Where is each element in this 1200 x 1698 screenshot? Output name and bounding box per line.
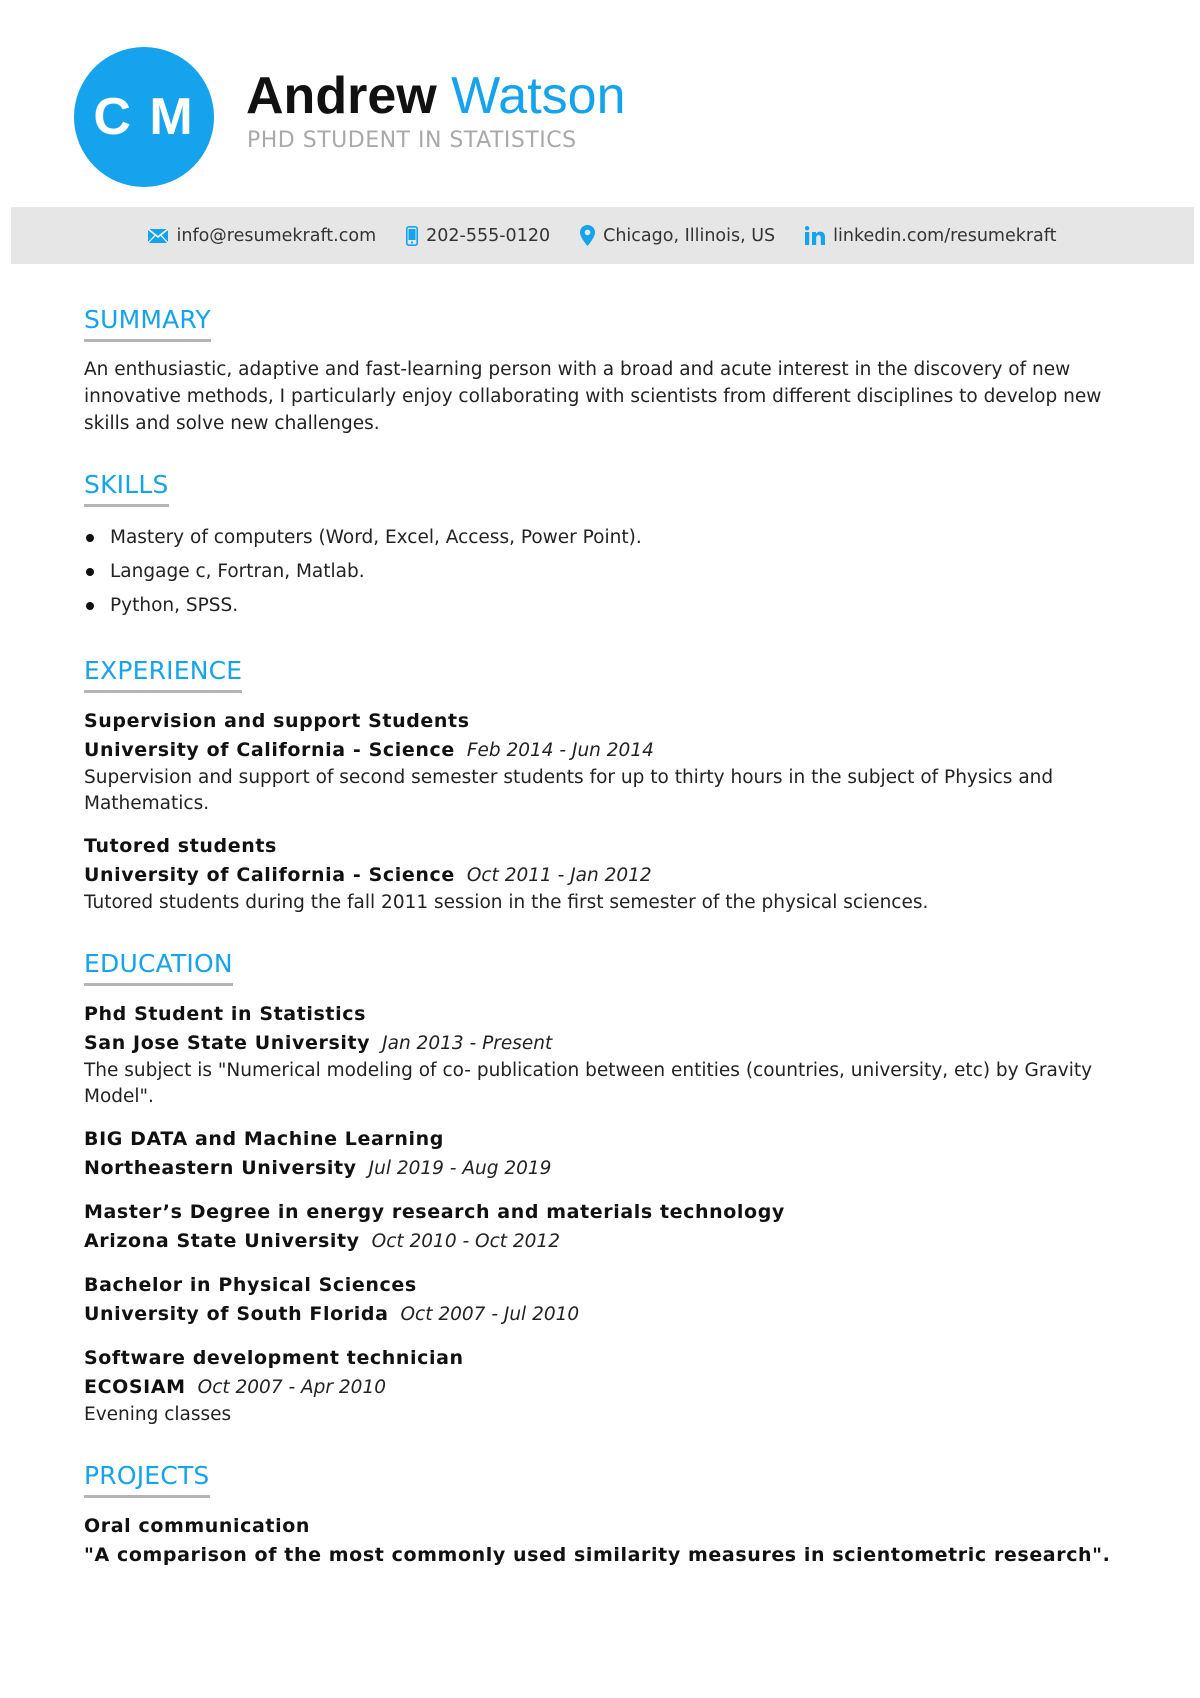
education-date: Oct 2007 - Apr 2010 xyxy=(197,1377,386,1398)
email-text: info@resumekraft.com xyxy=(176,225,377,246)
last-name: Watson xyxy=(451,67,626,125)
project-name: Oral communication xyxy=(84,1515,311,1537)
contact-email[interactable] xyxy=(148,226,376,246)
phone-text: 202-555-0120 xyxy=(426,225,551,246)
avatar xyxy=(74,47,214,187)
education-school: Northeastern University xyxy=(84,1157,357,1179)
education-degree: Software development technician xyxy=(84,1347,464,1369)
skill-text: Langage c, Fortran, Matlab. xyxy=(110,561,365,582)
education-date: Oct 2010 - Oct 2012 xyxy=(371,1231,560,1252)
resume-header xyxy=(0,0,1200,205)
location-text: Chicago, Illinois, US xyxy=(603,225,776,246)
education-degree: Bachelor in Physical Sciences xyxy=(84,1274,417,1296)
education-school: University of South Florida xyxy=(84,1303,389,1325)
education-desc: Evening classes xyxy=(84,1404,232,1425)
experience-org-line xyxy=(84,861,1124,890)
summary-text: An enthusiastic, adaptive and fast-learning person with a broad and acute interest in the discovery of new innovative methods, I particularly enjoy collaborating with scientists from different disciplines to develop new skills and solve new challenges. xyxy=(84,359,1102,434)
experience-org: University of California - Science xyxy=(84,864,455,886)
contact-bar xyxy=(11,207,1194,264)
experience-org-line xyxy=(84,736,1124,765)
experience-section xyxy=(84,656,1124,916)
education-degree: Phd Student in Statistics xyxy=(84,1003,366,1025)
skill-item xyxy=(84,521,1124,555)
project-entry xyxy=(84,1512,1124,1570)
education-school-line xyxy=(84,1029,1124,1058)
bullet-icon xyxy=(86,568,94,576)
linkedin-text: linkedin.com/resumekraft xyxy=(833,225,1057,246)
experience-date: Oct 2011 - Jan 2012 xyxy=(466,865,652,886)
experience-role: Tutored students xyxy=(84,835,277,857)
phone-icon xyxy=(406,226,418,246)
bullet-icon xyxy=(86,534,94,542)
full-name xyxy=(246,66,626,126)
contact-linkedin[interactable] xyxy=(805,226,1056,246)
experience-entry xyxy=(84,707,1124,817)
education-degree: Master’s Degree in energy research and materials technology xyxy=(84,1201,785,1223)
education-degree: BIG DATA and Machine Learning xyxy=(84,1128,444,1150)
summary-heading: SUMMARY xyxy=(84,305,211,342)
skills-heading: SKILLS xyxy=(84,470,169,507)
education-school-line xyxy=(84,1373,1124,1402)
project-quote: "A comparison of the most commonly used similarity measures in scientometric research". xyxy=(84,1544,1111,1566)
job-title: PHD STUDENT IN STATISTICS xyxy=(247,128,577,153)
map-pin-icon xyxy=(580,225,595,246)
experience-entry xyxy=(84,832,1124,916)
education-school: Arizona State University xyxy=(84,1230,360,1252)
education-section xyxy=(84,949,1124,1428)
avatar-initials: C M xyxy=(93,88,195,146)
contact-location xyxy=(580,225,775,246)
education-school-line xyxy=(84,1154,1124,1183)
education-desc: The subject is "Numerical modeling of co- publication between entities (countries, university, etc) by Gravity Model". xyxy=(84,1060,1093,1107)
education-date: Jan 2013 - Present xyxy=(382,1033,553,1054)
skills-section xyxy=(84,470,1124,623)
education-school-line xyxy=(84,1300,1124,1329)
experience-date: Feb 2014 - Jun 2014 xyxy=(466,740,654,761)
experience-desc: Supervision and support of second semester students for up to thirty hours in the subject of Physics and Mathematics. xyxy=(84,767,1054,814)
summary-section xyxy=(84,305,1124,437)
first-name: Andrew xyxy=(246,67,437,125)
education-entry xyxy=(84,1125,1124,1183)
skills-list xyxy=(84,521,1124,623)
education-entry xyxy=(84,1000,1124,1110)
projects-heading: PROJECTS xyxy=(84,1461,210,1498)
education-entry xyxy=(84,1344,1124,1428)
contact-phone[interactable] xyxy=(406,226,550,246)
experience-heading: EXPERIENCE xyxy=(84,656,242,693)
education-entry xyxy=(84,1271,1124,1329)
education-heading: EDUCATION xyxy=(84,949,233,986)
education-date: Oct 2007 - Jul 2010 xyxy=(400,1304,580,1325)
skill-item xyxy=(84,555,1124,589)
education-school: San Jose State University xyxy=(84,1032,371,1054)
experience-role: Supervision and support Students xyxy=(84,710,470,732)
experience-org: University of California - Science xyxy=(84,739,455,761)
education-entry xyxy=(84,1198,1124,1256)
skill-text: Mastery of computers (Word, Excel, Access, Power Point). xyxy=(110,527,642,548)
education-school-line xyxy=(84,1227,1124,1256)
skill-text: Python, SPSS. xyxy=(110,595,239,616)
envelope-icon xyxy=(148,229,168,243)
skill-item xyxy=(84,589,1124,623)
resume-body xyxy=(84,305,1124,1603)
projects-section xyxy=(84,1461,1124,1570)
experience-desc: Tutored students during the fall 2011 session in the first semester of the physical sciences. xyxy=(84,892,929,913)
education-school: ECOSIAM xyxy=(84,1376,186,1398)
bullet-icon xyxy=(86,602,94,610)
education-date: Jul 2019 - Aug 2019 xyxy=(368,1158,552,1179)
linkedin-icon xyxy=(805,226,825,245)
